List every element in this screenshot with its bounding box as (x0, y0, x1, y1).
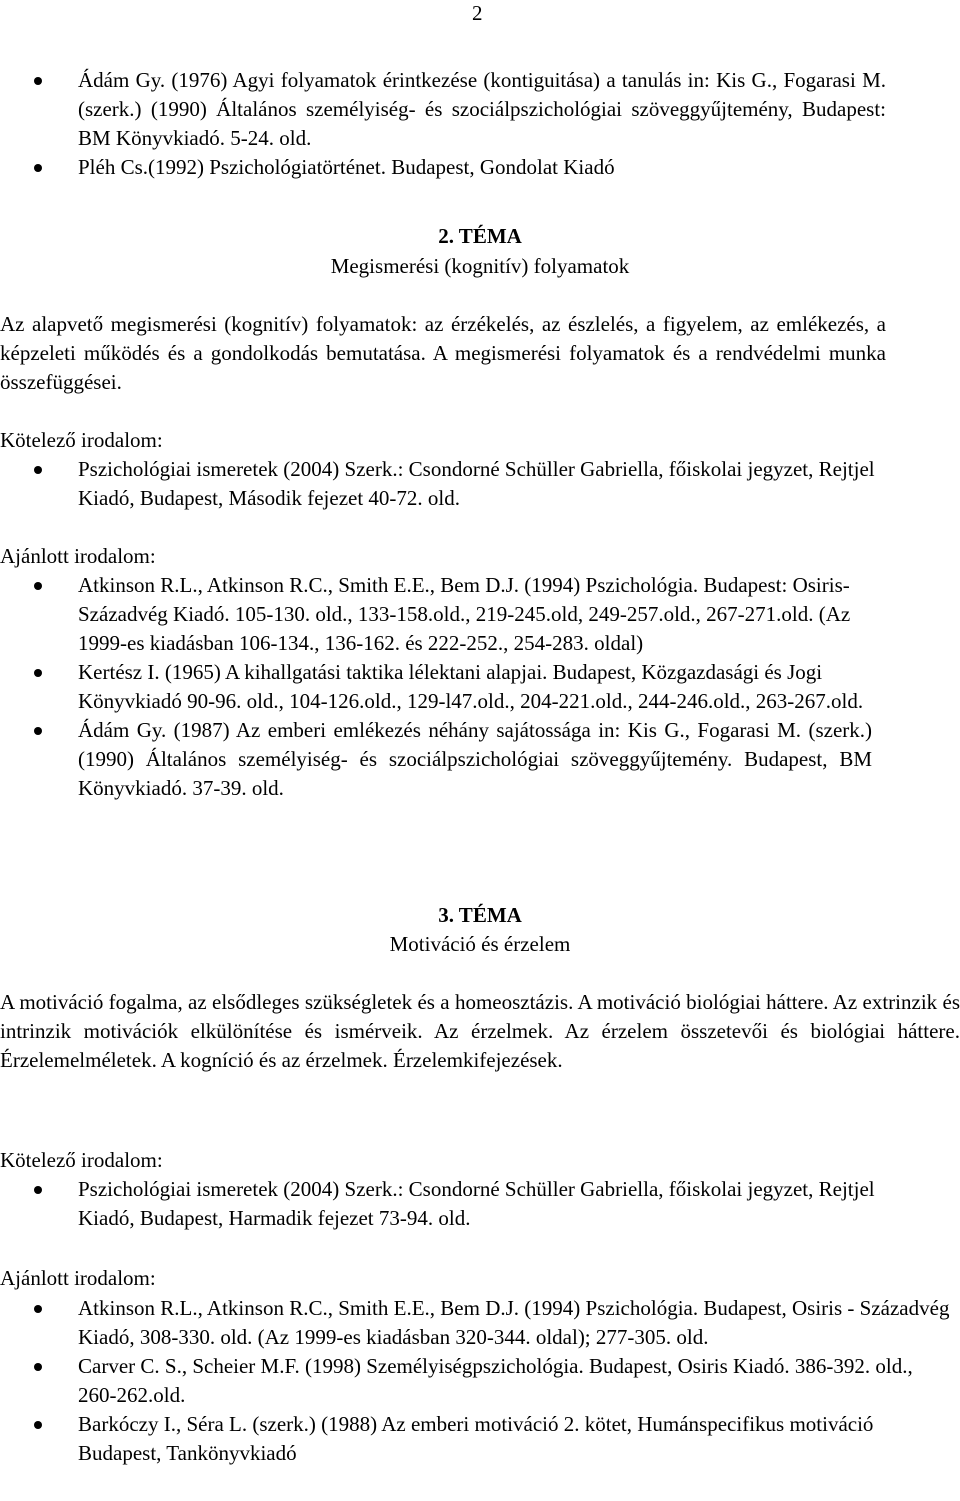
bullet-icon (34, 1363, 42, 1371)
theme2-required-heading: Kötelező irodalom: (0, 428, 163, 452)
list-item (0, 1175, 900, 1233)
list-item (0, 455, 900, 513)
bullet-icon (34, 1421, 42, 1429)
list-item (0, 716, 872, 803)
theme3-title: 3. TÉMA (438, 903, 522, 927)
theme3-recommended-heading: Ajánlott irodalom: (0, 1266, 156, 1290)
theme3-description: A motiváció fogalma, az elsődleges szükségletek és a homeosztázis. A motiváció biológiai háttere. Az extrinzik és intrinzik motivációk elkülönítése és ismérveik. Az érzelmek. Az érzelem összetevői és biológiai háttere. Érzelemelméletek. A kogníció és az érzelmek. Érzelemkifejezések. (0, 990, 960, 1072)
theme2-description: Az alapvető megismerési (kognitív) folyamatok: az érzékelés, az észlelés, a figyelem, az emlékezés, a képzeleti működés és a gondolkodás bemutatása. A megismerési folyamatok és a rendvédelmi munka összefüggései. (0, 312, 886, 394)
reference-text: Barkóczy I., Séra L. (szerk.) (1988) Az emberi motiváció 2. kötet, Humánspecifikus motiváció Budapest, Tankönyvkiadó (78, 1412, 874, 1465)
top-reference-list (0, 66, 886, 182)
theme3-recommended-list (0, 1294, 950, 1468)
theme3-subtitle: Motiváció és érzelem (389, 932, 571, 956)
list-item (0, 153, 886, 182)
list-item (0, 658, 872, 716)
theme2-recommended-list (0, 571, 872, 803)
bullet-icon (34, 466, 42, 474)
bullet-icon (34, 1305, 42, 1313)
reference-text: Ádám Gy. (1987) Az emberi emlékezés néhány sajátossága in: Kis G., Fogarasi M. (szerk.) (1990) Általános személyiség- és szociálpszichológiai szöveggyűjtemény. Budapest, BM Könyvkiadó. 37-39. old. (78, 718, 872, 800)
theme2-recommended-heading: Ajánlott irodalom: (0, 544, 156, 568)
reference-text: Ádám Gy. (1976) Agyi folyamatok érintkezése (kontiguitása) a tanulás in: Kis G., Fogarasi M. (szerk.) (1990) Általános személyiség- és szociálpszichológiai szöveggyűjtemény, Budapest: BM Könyvkiadó. 5-24. old. (78, 68, 886, 150)
theme2-title: 2. TÉMA (438, 224, 522, 248)
bullet-icon (34, 1186, 42, 1194)
bullet-icon (34, 582, 42, 590)
page-number: 2 (472, 1, 483, 25)
list-item (0, 571, 872, 658)
reference-text: Carver C. S., Scheier M.F. (1998) Személyiségpszichológia. Budapest, Osiris Kiadó. 386-392. old., 260-262.old. (78, 1354, 913, 1407)
list-item (0, 1352, 950, 1410)
list-item (0, 66, 886, 153)
theme2-required-list (0, 455, 900, 513)
list-item (0, 1410, 950, 1468)
theme3-required-list (0, 1175, 900, 1233)
reference-text: Pszichológiai ismeretek (2004) Szerk.: Csondorné Schüller Gabriella, főiskolai jegyzet, Rejtjel Kiadó, Budapest, Harmadik fejezet 73-94. old. (78, 1177, 875, 1230)
reference-text: Pszichológiai ismeretek (2004) Szerk.: Csondorné Schüller Gabriella, főiskolai jegyzet, Rejtjel Kiadó, Budapest, Második fejezet 40-72. old. (78, 457, 875, 510)
theme3-required-heading: Kötelező irodalom: (0, 1148, 163, 1172)
bullet-icon (34, 164, 42, 172)
bullet-icon (34, 669, 42, 677)
reference-text: Pléh Cs.(1992) Pszichológiatörténet. Budapest, Gondolat Kiadó (78, 155, 615, 179)
reference-text: Atkinson R.L., Atkinson R.C., Smith E.E., Bem D.J. (1994) Pszichológia. Budapest, Osiris - Századvég Kiadó, 308-330. old. (Az 1999-es kiadásban 320-344. oldal); 277-305. old. (78, 1296, 950, 1349)
reference-text: Kertész I. (1965) A kihallgatási taktika lélektani alapjai. Budapest, Közgazdasági és Jogi Könyvkiadó 90-96. old., 104-126.old., 129-l47.old., 204-221.old., 244-246.old., 263-267.old. (78, 660, 864, 713)
bullet-icon (34, 727, 42, 735)
list-item (0, 1294, 950, 1352)
theme2-subtitle: Megismerési (kognitív) folyamatok (330, 254, 630, 278)
reference-text: Atkinson R.L., Atkinson R.C., Smith E.E., Bem D.J. (1994) Pszichológia. Budapest: Osiris- Századvég Kiadó. 105-130. old., 133-158.old., 219-245.old, 249-257.old., 267-271.old. (Az 1999-es kiadásban 106-134., 136-162. és 222-252., 254-283. oldal) (78, 573, 851, 655)
bullet-icon (34, 77, 42, 85)
